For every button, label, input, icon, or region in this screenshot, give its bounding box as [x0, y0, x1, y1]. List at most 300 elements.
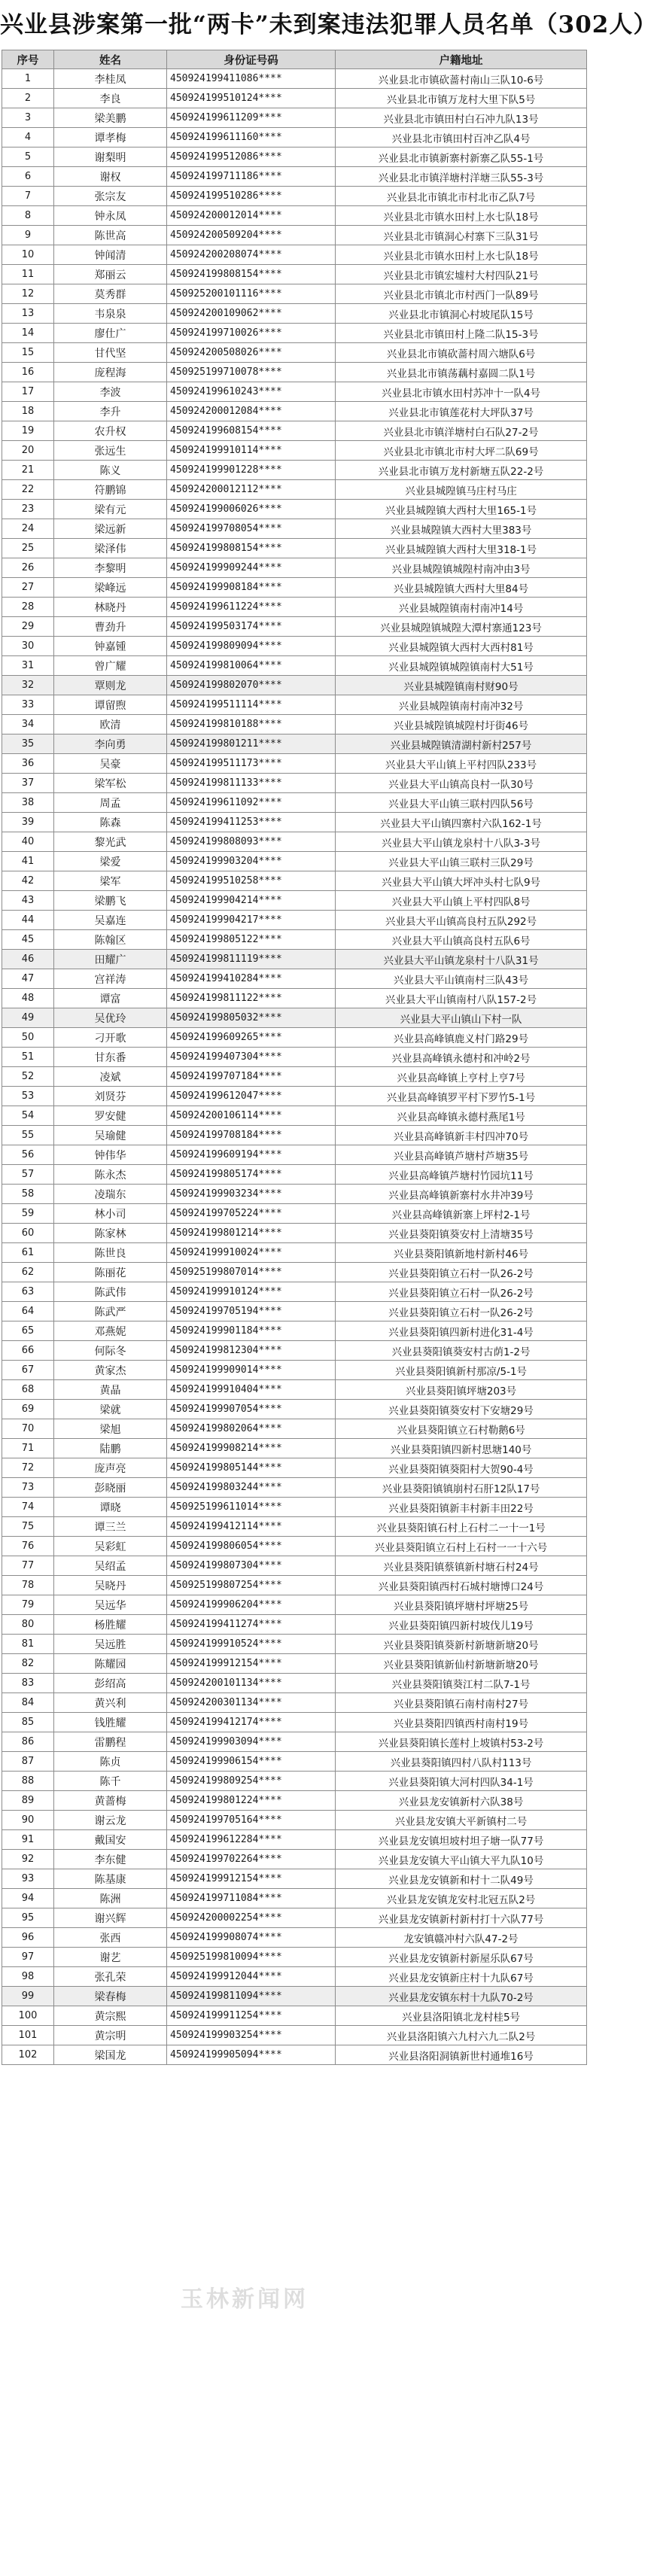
row-id-number: 450924199810188**** — [167, 715, 336, 734]
row-index: 65 — [2, 1321, 54, 1341]
row-name: 吴嘉连 — [54, 911, 167, 930]
row-name: 陈义 — [54, 461, 167, 480]
table-row — [2, 1674, 587, 1693]
row-index: 76 — [2, 1537, 54, 1556]
row-id-number: 450924199807304**** — [167, 1556, 336, 1576]
table-row — [2, 245, 587, 265]
row-address: 兴业县葵阳镇四新村进化31-4号 — [336, 1321, 587, 1341]
table-row — [2, 617, 587, 637]
row-id-number: 450924199611160**** — [167, 128, 336, 148]
row-address: 兴业县北市镇水田村上水七队18号 — [336, 245, 587, 265]
table-row — [2, 1850, 587, 1869]
row-address: 兴业县大平山镇南村三队43号 — [336, 969, 587, 989]
row-index: 5 — [2, 148, 54, 167]
row-id-number: 450924199708184**** — [167, 1126, 336, 1145]
row-name: 谢云龙 — [54, 1811, 167, 1830]
row-name: 谢权 — [54, 167, 167, 187]
row-name: 谭晓 — [54, 1498, 167, 1517]
row-name: 陈洲 — [54, 1889, 167, 1908]
row-address: 兴业县北市镇北市村大坪二队69号 — [336, 441, 587, 461]
table-row — [2, 1791, 587, 1811]
row-index: 34 — [2, 715, 54, 734]
row-name: 农升权 — [54, 421, 167, 441]
row-id-number: 450925199807014**** — [167, 1263, 336, 1282]
table-row — [2, 891, 587, 911]
table-row — [2, 695, 587, 715]
row-address: 兴业县北市镇宏墟村大村四队21号 — [336, 265, 587, 284]
row-index: 62 — [2, 1263, 54, 1282]
row-name: 陈森 — [54, 813, 167, 832]
row-index: 68 — [2, 1380, 54, 1400]
row-address: 兴业县葵阳镇石南村南村27号 — [336, 1693, 587, 1713]
row-id-number: 450924200002254**** — [167, 1908, 336, 1928]
table-row — [2, 1713, 587, 1732]
table-row — [2, 1948, 587, 1967]
table-row — [2, 1908, 587, 1928]
row-address: 兴业县大平山镇上平村四队233号 — [336, 754, 587, 774]
table-row — [2, 1772, 587, 1791]
row-id-number: 450924200012112**** — [167, 480, 336, 500]
header-name: 姓名 — [54, 50, 167, 69]
row-address: 兴业县大平山镇高良村五队6号 — [336, 930, 587, 950]
watermark: 玉林新闻网 — [181, 2286, 309, 2313]
row-address: 兴业县葵阳镇新丰村新丰田22号 — [336, 1498, 587, 1517]
table-row — [2, 1243, 587, 1263]
row-name: 吴瑜健 — [54, 1126, 167, 1145]
row-index: 74 — [2, 1498, 54, 1517]
row-id-number: 450924200301134**** — [167, 1693, 336, 1713]
row-index: 69 — [2, 1400, 54, 1419]
row-index: 17 — [2, 382, 54, 402]
table-row — [2, 1341, 587, 1361]
row-address: 兴业县葵阳镇立石村上石村一一十六号 — [336, 1537, 587, 1556]
row-address: 兴业县高峰镇永德村和冲岭2号 — [336, 1048, 587, 1067]
row-name: 张西 — [54, 1928, 167, 1948]
row-address: 兴业县葵阳镇葵江村二队7-1号 — [336, 1674, 587, 1693]
persons-table — [2, 50, 587, 2065]
row-id-number: 450924200106114**** — [167, 1106, 336, 1126]
row-address: 兴业县北市镇洋塘村洋塘三队55-3号 — [336, 167, 587, 187]
row-address: 兴业县北市镇田村上隆二队15-3号 — [336, 324, 587, 343]
row-address: 兴业县城隍镇大西村大里383号 — [336, 519, 587, 539]
row-id-number: 450924199611224**** — [167, 598, 336, 617]
row-index: 60 — [2, 1224, 54, 1243]
row-name: 黄宗明 — [54, 2026, 167, 2045]
row-address: 兴业县北市镇田村百冲乙队4号 — [336, 128, 587, 148]
row-name: 李黎明 — [54, 558, 167, 578]
table-row — [2, 1517, 587, 1537]
row-id-number: 450924199809254**** — [167, 1772, 336, 1791]
row-id-number: 450924199708054**** — [167, 519, 336, 539]
row-id-number: 450924199910124**** — [167, 1282, 336, 1302]
table-row — [2, 578, 587, 598]
row-index: 75 — [2, 1517, 54, 1537]
row-id-number: 450925199810094**** — [167, 1948, 336, 1967]
row-id-number: 450925199807254**** — [167, 1576, 336, 1595]
table-row — [2, 187, 587, 206]
table-row — [2, 2006, 587, 2026]
row-address: 兴业县北市镇洋塘村白石队27-2号 — [336, 421, 587, 441]
row-id-number: 450924199510258**** — [167, 871, 336, 891]
row-address: 兴业县城隍镇大西村大里165-1号 — [336, 500, 587, 519]
table-row — [2, 89, 587, 108]
row-index: 73 — [2, 1478, 54, 1498]
row-index: 52 — [2, 1067, 54, 1087]
row-id-number: 450924199811094**** — [167, 1987, 336, 2006]
row-name: 吴远胜 — [54, 1635, 167, 1654]
row-name: 欧清 — [54, 715, 167, 734]
row-index: 2 — [2, 89, 54, 108]
row-name: 黄蔷梅 — [54, 1791, 167, 1811]
row-name: 梁军松 — [54, 774, 167, 793]
table-row — [2, 1478, 587, 1498]
row-id-number: 450924199812304**** — [167, 1341, 336, 1361]
row-id-number: 450924199801224**** — [167, 1791, 336, 1811]
row-address: 兴业县大平山镇高良村一队30号 — [336, 774, 587, 793]
row-address: 兴业县大平山镇南村八队157-2号 — [336, 989, 587, 1008]
row-index: 3 — [2, 108, 54, 128]
row-name: 邓燕妮 — [54, 1321, 167, 1341]
row-id-number: 450924199901228**** — [167, 461, 336, 480]
row-address: 兴业县北市镇水田村上水七队18号 — [336, 206, 587, 226]
row-id-number: 450924199612047**** — [167, 1087, 336, 1106]
row-address: 兴业县葵阳镇新村那凉/5-1号 — [336, 1361, 587, 1380]
row-index: 47 — [2, 969, 54, 989]
table-row — [2, 871, 587, 891]
table-row — [2, 1654, 587, 1674]
row-id-number: 450924199909244**** — [167, 558, 336, 578]
row-address: 兴业县北市镇荡藕村嘉圆二队1号 — [336, 363, 587, 382]
row-name: 梁峰远 — [54, 578, 167, 598]
row-address: 兴业县大平山镇高良村五队292号 — [336, 911, 587, 930]
row-index: 42 — [2, 871, 54, 891]
row-id-number: 450924199503174**** — [167, 617, 336, 637]
row-index: 91 — [2, 1830, 54, 1850]
table-row — [2, 1204, 587, 1224]
row-name: 钟嘉锺 — [54, 637, 167, 656]
row-id-number: 450924199612284**** — [167, 1830, 336, 1850]
table-row — [2, 1732, 587, 1752]
row-address: 兴业县葵阳镇新仙村新塘新塘20号 — [336, 1654, 587, 1674]
row-name: 黄家杰 — [54, 1361, 167, 1380]
row-index: 31 — [2, 656, 54, 676]
row-name: 韦泉泉 — [54, 304, 167, 324]
row-index: 16 — [2, 363, 54, 382]
row-address: 兴业县北市镇洞心村寨下三队31号 — [336, 226, 587, 245]
row-id-number: 450924199510286**** — [167, 187, 336, 206]
row-name: 庞程海 — [54, 363, 167, 382]
table-row — [2, 676, 587, 695]
row-name: 谢艺 — [54, 1948, 167, 1967]
row-address: 兴业县葵阳镇立石村勒鹅6号 — [336, 1419, 587, 1439]
row-name: 陈世高 — [54, 226, 167, 245]
row-address: 兴业县龙安镇东村十九队70-2号 — [336, 1987, 587, 2006]
row-address: 兴业县城隍镇大西村大西村81号 — [336, 637, 587, 656]
row-index: 77 — [2, 1556, 54, 1576]
row-id-number: 450924199802064**** — [167, 1419, 336, 1439]
row-id-number: 450924199805032**** — [167, 1008, 336, 1028]
row-id-number: 450924200012084**** — [167, 402, 336, 421]
row-address: 兴业县高峰镇新寨上坪村2-1号 — [336, 1204, 587, 1224]
row-id-number: 450924199705224**** — [167, 1204, 336, 1224]
table-row — [2, 1380, 587, 1400]
row-address: 兴业县城隍镇清湖村新村257号 — [336, 734, 587, 754]
row-index: 33 — [2, 695, 54, 715]
table-row — [2, 832, 587, 852]
row-name: 陈世良 — [54, 1243, 167, 1263]
table-row — [2, 1928, 587, 1948]
row-id-number: 450924199410284**** — [167, 969, 336, 989]
row-address: 兴业县北市镇莲花村大坪队37号 — [336, 402, 587, 421]
row-address: 兴业县葵阳镇葵新村新塘新塘20号 — [336, 1635, 587, 1654]
row-address: 兴业县葵阳镇四新村思塘140号 — [336, 1439, 587, 1458]
row-name: 李升 — [54, 402, 167, 421]
row-address: 兴业县北市镇新寨村新寨乙队55-1号 — [336, 148, 587, 167]
table-row — [2, 1106, 587, 1126]
row-id-number: 450924199801214**** — [167, 1224, 336, 1243]
table-row — [2, 461, 587, 480]
table-row — [2, 1087, 587, 1106]
row-index: 41 — [2, 852, 54, 871]
row-address: 兴业县城隍镇城隍村南冲由3号 — [336, 558, 587, 578]
table-row — [2, 715, 587, 734]
row-address: 兴业县葵阳四镇西村南村19号 — [336, 1713, 587, 1732]
row-id-number: 450924199411086**** — [167, 69, 336, 89]
row-id-number: 450924199912154**** — [167, 1869, 336, 1889]
row-address: 兴业县高峰镇上亨村上亨7号 — [336, 1067, 587, 1087]
row-address: 兴业县龙安镇新村六队38号 — [336, 1791, 587, 1811]
row-index: 53 — [2, 1087, 54, 1106]
row-address: 兴业县城隍镇大西村大里84号 — [336, 578, 587, 598]
row-index: 30 — [2, 637, 54, 656]
row-index: 57 — [2, 1165, 54, 1185]
row-address: 兴业县城隍镇城隍村圩街46号 — [336, 715, 587, 734]
row-name: 陈千 — [54, 1772, 167, 1791]
table-row — [2, 1811, 587, 1830]
row-address: 兴业县葵阳镇立石村一队26-2号 — [336, 1263, 587, 1282]
row-id-number: 450924199903094**** — [167, 1732, 336, 1752]
row-address: 兴业县高峰镇罗平村下罗竹5-1号 — [336, 1087, 587, 1106]
row-index: 86 — [2, 1732, 54, 1752]
row-name: 刁开歌 — [54, 1028, 167, 1048]
row-name: 谭孝梅 — [54, 128, 167, 148]
row-name: 曾广耀 — [54, 656, 167, 676]
row-address: 兴业县城隍镇城隍镇南村大51号 — [336, 656, 587, 676]
table-row — [2, 1498, 587, 1517]
row-address: 兴业县葵阳镇蔡镇新村塘石村24号 — [336, 1556, 587, 1576]
row-name: 田耀广 — [54, 950, 167, 969]
row-address: 兴业县高峰镇芦塘村芦塘35号 — [336, 1145, 587, 1165]
row-id-number: 450924200509204**** — [167, 226, 336, 245]
row-id-number: 450924199811122**** — [167, 989, 336, 1008]
row-address: 兴业县葵阳镇葵安村上清塘35号 — [336, 1224, 587, 1243]
row-name: 梁春梅 — [54, 1987, 167, 2006]
row-id-number: 450924199711084**** — [167, 1889, 336, 1908]
row-id-number: 450924200109062**** — [167, 304, 336, 324]
table-row — [2, 1635, 587, 1654]
table-row — [2, 108, 587, 128]
row-address: 兴业县龙安镇新村新屋乐队67号 — [336, 1948, 587, 1967]
row-id-number: 450924199904214**** — [167, 891, 336, 911]
table-row — [2, 402, 587, 421]
table-row — [2, 1458, 587, 1478]
row-id-number: 450925199710078**** — [167, 363, 336, 382]
row-address: 兴业县葵阳镇西村石城村塘博口24号 — [336, 1576, 587, 1595]
row-id-number: 450924199510124**** — [167, 89, 336, 108]
row-name: 刘贤芬 — [54, 1087, 167, 1106]
row-index: 72 — [2, 1458, 54, 1478]
row-name: 罗安健 — [54, 1106, 167, 1126]
row-name: 谢梨明 — [54, 148, 167, 167]
row-index: 67 — [2, 1361, 54, 1380]
row-address: 兴业县葵阳镇葵阳村大贺90-4号 — [336, 1458, 587, 1478]
row-address: 兴业县北市镇砍蔷村周六塘队6号 — [336, 343, 587, 363]
row-id-number: 450924199910024**** — [167, 1243, 336, 1263]
row-id-number: 450924199511114**** — [167, 695, 336, 715]
row-id-number: 450924199908214**** — [167, 1439, 336, 1458]
row-address: 兴业县葵阳镇镇崩村石肝12队17号 — [336, 1478, 587, 1498]
row-address: 兴业县葵阳镇四村八队村113号 — [336, 1752, 587, 1772]
table-row — [2, 382, 587, 402]
row-id-number: 450924199908074**** — [167, 1928, 336, 1948]
row-index: 87 — [2, 1752, 54, 1772]
row-index: 80 — [2, 1615, 54, 1635]
row-name: 黄兴利 — [54, 1693, 167, 1713]
table-row — [2, 1361, 587, 1380]
row-name: 曹劲升 — [54, 617, 167, 637]
row-index: 29 — [2, 617, 54, 637]
row-name: 黎光武 — [54, 832, 167, 852]
row-name: 陈基康 — [54, 1869, 167, 1889]
row-index: 54 — [2, 1106, 54, 1126]
row-address: 兴业县龙安镇新庄村十九队67号 — [336, 1967, 587, 1987]
row-index: 101 — [2, 2026, 54, 2045]
row-id-number: 450924199608154**** — [167, 421, 336, 441]
row-id-number: 450924199609194**** — [167, 1145, 336, 1165]
table-row — [2, 441, 587, 461]
row-index: 96 — [2, 1928, 54, 1948]
row-name: 甘代坚 — [54, 343, 167, 363]
row-index: 97 — [2, 1948, 54, 1967]
row-index: 28 — [2, 598, 54, 617]
row-name: 梁有元 — [54, 500, 167, 519]
row-id-number: 450924200101134**** — [167, 1674, 336, 1693]
row-id-number: 450924199905094**** — [167, 2045, 336, 2065]
row-name: 符鹏锦 — [54, 480, 167, 500]
table-row — [2, 1869, 587, 1889]
table-row — [2, 734, 587, 754]
row-address: 兴业县大平山镇四寨村六队162-1号 — [336, 813, 587, 832]
row-address: 兴业县龙安镇大平新镇村二号 — [336, 1811, 587, 1830]
row-id-number: 450924199802070**** — [167, 676, 336, 695]
row-index: 95 — [2, 1908, 54, 1928]
row-address: 兴业县葵阳镇立石村一队26-2号 — [336, 1282, 587, 1302]
row-index: 55 — [2, 1126, 54, 1145]
row-index: 85 — [2, 1713, 54, 1732]
table-row — [2, 1537, 587, 1556]
row-id-number: 450924199511173**** — [167, 754, 336, 774]
row-address: 兴业县葵阳镇立石村一队26-2号 — [336, 1302, 587, 1321]
row-index: 14 — [2, 324, 54, 343]
table-row — [2, 519, 587, 539]
row-index: 94 — [2, 1889, 54, 1908]
row-name: 廖仕广 — [54, 324, 167, 343]
row-address: 兴业县洛阳洞镇新世村通堆16号 — [336, 2045, 587, 2065]
row-name: 钟闻清 — [54, 245, 167, 265]
table-row — [2, 1889, 587, 1908]
row-id-number: 450924199412114**** — [167, 1517, 336, 1537]
row-index: 4 — [2, 128, 54, 148]
row-address: 兴业县城隍镇南村南冲32号 — [336, 695, 587, 715]
row-address: 兴业县城隍镇南村财90号 — [336, 676, 587, 695]
row-index: 100 — [2, 2006, 54, 2026]
row-name: 覃则龙 — [54, 676, 167, 695]
table-row — [2, 1967, 587, 1987]
row-id-number: 450924199702264**** — [167, 1850, 336, 1869]
row-index: 35 — [2, 734, 54, 754]
row-address: 龙安镇赣冲村六队47-2号 — [336, 1928, 587, 1948]
row-address: 兴业县城隍镇马庄村马庄 — [336, 480, 587, 500]
row-id-number: 450924200508026**** — [167, 343, 336, 363]
row-id-number: 450924199411253**** — [167, 813, 336, 832]
row-address: 兴业县北市镇田村白石冲九队13号 — [336, 108, 587, 128]
row-name: 张远生 — [54, 441, 167, 461]
table-row — [2, 128, 587, 148]
row-id-number: 450924199811119**** — [167, 950, 336, 969]
row-index: 84 — [2, 1693, 54, 1713]
row-index: 37 — [2, 774, 54, 793]
table-row — [2, 1595, 587, 1615]
row-id-number: 450924199808154**** — [167, 539, 336, 558]
row-name: 雷鹏程 — [54, 1732, 167, 1752]
row-address: 兴业县北市镇万龙村大里下队5号 — [336, 89, 587, 108]
row-index: 82 — [2, 1654, 54, 1674]
table-row — [2, 148, 587, 167]
row-index: 64 — [2, 1302, 54, 1321]
table-row — [2, 1224, 587, 1243]
row-address: 兴业县葵阳镇坪塘村坪塘25号 — [336, 1595, 587, 1615]
table-row — [2, 226, 587, 245]
row-index: 70 — [2, 1419, 54, 1439]
row-index: 92 — [2, 1850, 54, 1869]
row-name: 宫祥涛 — [54, 969, 167, 989]
row-name: 钟永凤 — [54, 206, 167, 226]
row-name: 谭留煦 — [54, 695, 167, 715]
row-address: 兴业县城隍镇南村南冲14号 — [336, 598, 587, 617]
table-row — [2, 950, 587, 969]
row-index: 38 — [2, 793, 54, 813]
row-id-number: 450924199711186**** — [167, 167, 336, 187]
table-row — [2, 813, 587, 832]
row-address: 兴业县北市镇万龙村新塘五队22-2号 — [336, 461, 587, 480]
row-index: 58 — [2, 1185, 54, 1204]
row-id-number: 450924199801211**** — [167, 734, 336, 754]
row-index: 27 — [2, 578, 54, 598]
row-name: 彭绍高 — [54, 1674, 167, 1693]
row-id-number: 450925199611014**** — [167, 1498, 336, 1517]
row-address: 兴业县大平山镇大坪冲头村七队9号 — [336, 871, 587, 891]
row-name: 戴国安 — [54, 1830, 167, 1850]
row-index: 6 — [2, 167, 54, 187]
row-name: 吴远华 — [54, 1595, 167, 1615]
table-header-row — [2, 50, 587, 69]
row-index: 13 — [2, 304, 54, 324]
row-id-number: 450924199906154**** — [167, 1752, 336, 1772]
table-row — [2, 1263, 587, 1282]
row-name: 甘东番 — [54, 1048, 167, 1067]
row-address: 兴业县龙安镇新村新村打十六队77号 — [336, 1908, 587, 1928]
table-row — [2, 598, 587, 617]
